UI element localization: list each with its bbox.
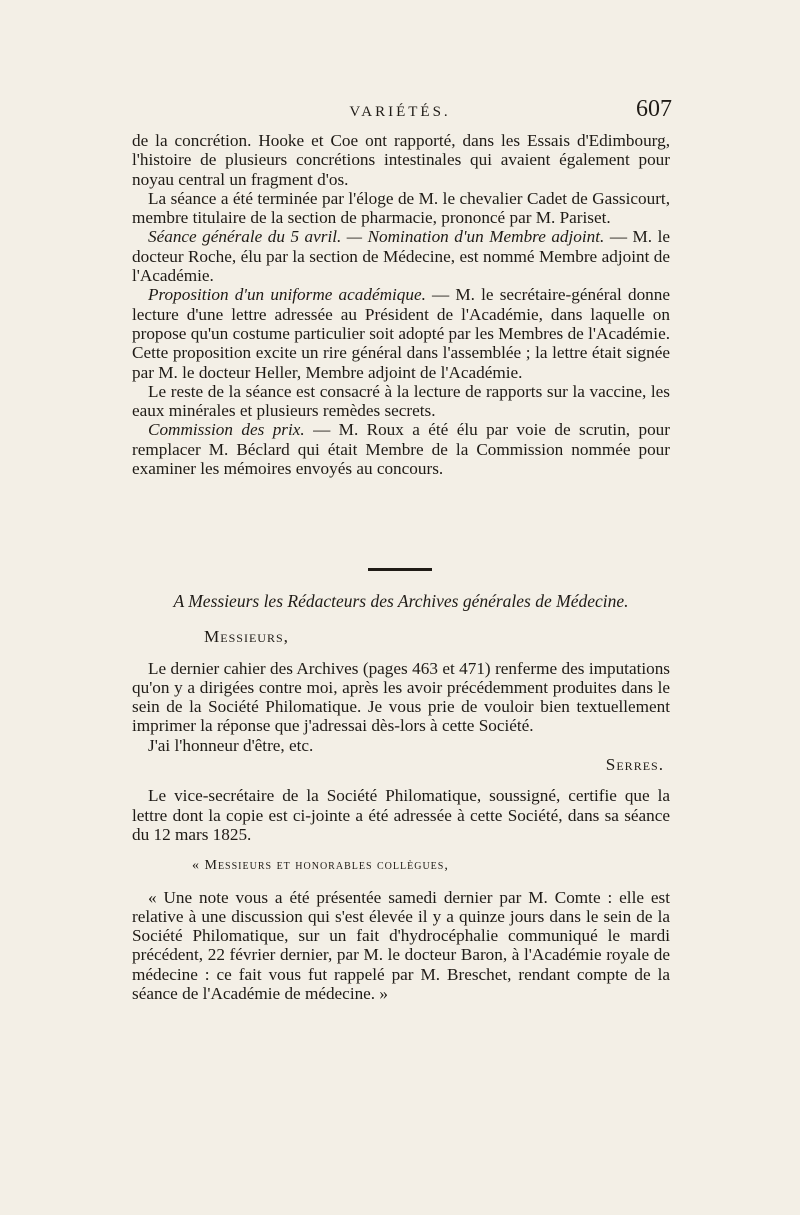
letter-section [132, 592, 670, 1003]
commission-text: — M. Roux a été élu par voie de scrutin, pour remplacer M. Béclard qui était Membre de la Commission nommée pour examiner les mémoires envoyés au concours. [132, 420, 670, 479]
article-body [132, 131, 670, 478]
page-header [0, 96, 800, 132]
seance-text: — M. le docteur Roche, élu par la section de Médecine, est nommé Membre adjoint de l'Académie. [132, 227, 670, 286]
paragraph-seance-5-avril [132, 227, 670, 285]
paragraph-seance-close: La séance a été terminée par l'éloge de M. le chevalier Cadet de Gassicourt, membre titulaire de la section de pharmacie, prononcé par M. Pariset. [132, 188, 670, 228]
paragraph-uniforme [132, 285, 670, 381]
letter-closing: J'ai l'honneur d'être, etc. [148, 735, 314, 755]
paragraph-reste: Le reste de la séance est consacré à la lecture de rapports sur la vaccine, les eaux minérales et plusieurs remèdes secrets. [132, 381, 670, 421]
letter-heading: A Messieurs les Rédacteurs des Archives générales de Médecine. [173, 591, 629, 611]
letter-salutation: Messieurs, [204, 627, 289, 647]
paragraph-commission [132, 420, 670, 478]
proposition-heading: Proposition d'un uniforme académique. [148, 285, 426, 305]
page-number: 607 [636, 96, 672, 122]
running-title: VARIÉTÉS. [349, 104, 451, 120]
proposition-text: — M. le secrétaire-général donne lecture d'une lettre adressée au Président de l'Académie, dans laquelle on propose qu'un costume particulier soit adopté par les Membres de l'Académie. Cette proposition excite un rire général dans l'assemblée ; la lettre était signée par M. le docteur Heller, Membre adjoint de l'Académie. [132, 285, 671, 382]
certificate-text: Le vice-secrétaire de la Société Philomatique, soussigné, certifie que la lettre dont la copie est ci-jointe a été adressée à cette Société, dans sa séance du 12 mars 1825. [132, 786, 670, 844]
section-divider [368, 568, 432, 571]
commission-heading: Commission des prix. [148, 420, 305, 440]
paragraph-concretion: de la concrétion. Hooke et Coe ont rapporté, dans les Essais d'Edimbourg, l'histoire de plusieurs concrétions intestinales qui avaient également pour noyau central un fragment d'os. [132, 131, 670, 189]
letter-body: Le dernier cahier des Archives (pages 463 et 471) renferme des imputations qu'on y a dirigées contre moi, après les avoir précédemment produites dans le sein de la Société Philomatique. Je vous prie de vouloir bien textuellement imprimer la réponse que j'adressai dès-lors à cette Société. [132, 658, 670, 736]
quote-text: « Une note vous a été présentée samedi dernier par M. Comte : elle est relative à une discussion qui s'est élevée il y a quinze jours dans le sein de la Société Philomatique, sur un fait d'hydrocéphalie communiqué le mardi précédent, 22 février dernier, par M. le docteur Baron, à l'Académie royale de médecine : ce fait vous fut rappelé par M. Breschet, rendant compte de la séance de l'Académie de médecine. » [132, 887, 670, 1004]
quote-heading: « Messieurs et honorables collègues, [192, 858, 449, 874]
letter-signature: Serres. [605, 755, 664, 775]
seance-heading: Séance générale du 5 avril. — Nomination d'un Membre adjoint. [148, 227, 605, 247]
